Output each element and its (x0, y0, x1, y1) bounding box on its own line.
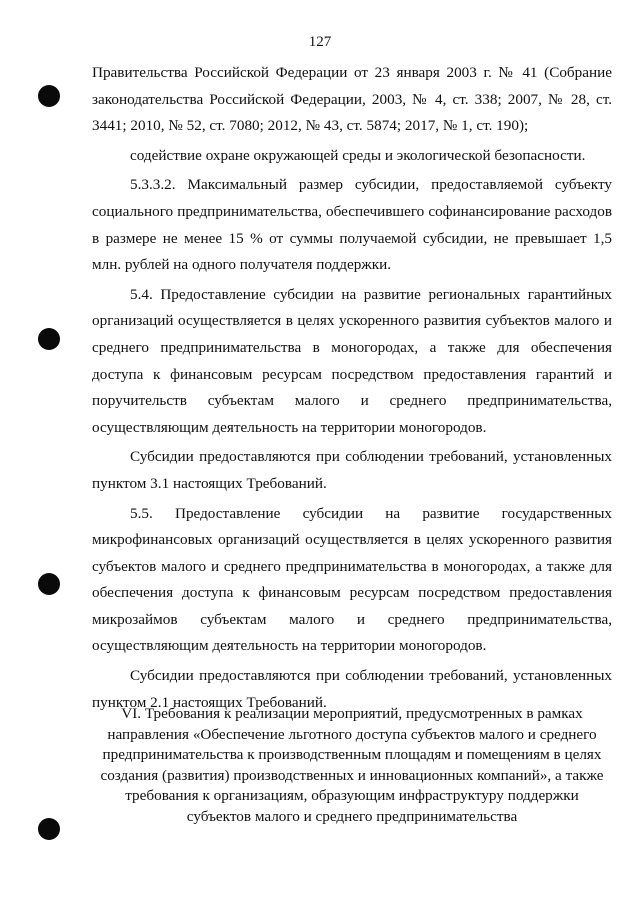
paragraph-continuation: Правительства Российской Федерации от 23 января 2003 г. № 41 (Собрание законодательства Российской Федерации, 2003, № 4, ст. 338; 2007, № 28, ст. 3441; 2010, № 52, ст. 7080; 2012, № 43, ст. 5874; 2017, № 1, ст. 190); (92, 64, 612, 135)
binder-hole-mark (38, 328, 60, 350)
document-body (92, 60, 612, 716)
paragraph-5-3-3-2: 5.3.3.2. Максимальный размер субсидии, предоставляемой субъекту социального предпринимательства, обеспечившего софинансирование расходов в размере не менее 15 % от суммы получаемой субсидии, не превышает 1,5 млн. рублей на одного получателя поддержки. (92, 176, 612, 274)
binder-hole-mark (38, 573, 60, 595)
section-heading: VI. Требования к реализации мероприятий, предусмотренных в рамках направления «Обеспечение льготного доступа субъектов малого и среднего предпринимательства к производственным площадям и помещениям в целях создания (развития) производственных и инновационных компаний», а также требования к организациям, образующим инфраструктуру поддержки субъектов малого и среднего предпринимательства (100, 705, 604, 825)
page-number: 127 (308, 34, 332, 50)
paragraph: Субсидии предоставляются при соблюдении требований, установленных пунктом 2.1 настоящих Требований. (92, 667, 612, 711)
paragraph-5-4: 5.4. Предоставление субсидии на развитие региональных гарантийных организаций осуществляется в целях ускоренного развития субъектов малого и среднего предпринимательства в моногородах, а также для обеспечения доступа к финансовым ресурсам посредством предоставления гарантий и поручительств субъектам малого и среднего предпринимательства, осуществляющим деятельность на территории моногородов. (92, 285, 612, 436)
binder-hole-mark (38, 818, 60, 840)
paragraph-5-5: 5.5. Предоставление субсидии на развитие государственных микрофинансовых организаций осуществляется в целях ускоренного развития субъектов малого и среднего предпринимательства в моногородах, а также для обеспечения доступа к финансовым ресурсам посредством предоставления микрозаймов субъектам малого и среднего предпринимательства, осуществляющим деятельность на территории моногородов. (92, 504, 612, 655)
paragraph: содействие охране окружающей среды и экологической безопасности. (130, 146, 586, 164)
binder-hole-mark (38, 85, 60, 107)
paragraph: Субсидии предоставляются при соблюдении требований, установленных пунктом 3.1 настоящих Требований. (92, 448, 612, 492)
